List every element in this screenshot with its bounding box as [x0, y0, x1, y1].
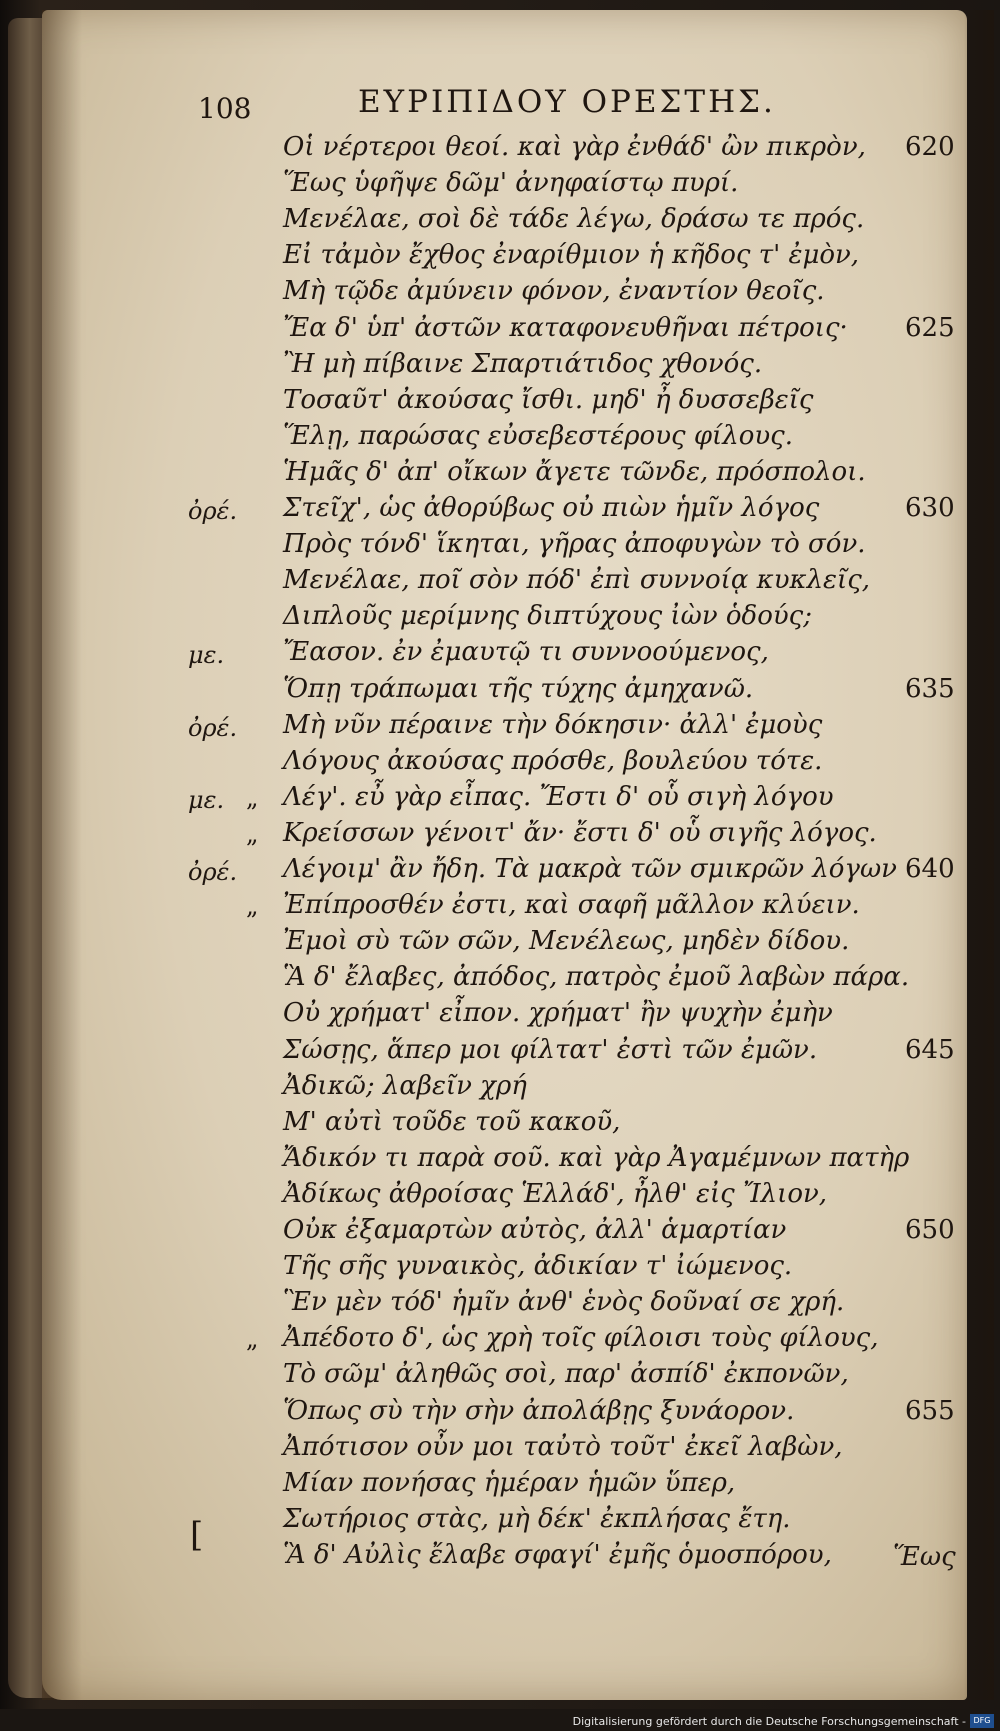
margin-bracket: [: [190, 1515, 204, 1555]
verse-line: [0, 1249, 1000, 1285]
verse-line: [0, 708, 1000, 744]
verse-line: [0, 1069, 1000, 1105]
speaker-label: ὀρέ.: [188, 713, 238, 742]
verse-text: Ὅπῃ τράπωμαι τῆς τύχης ἀμηχανῶ.: [283, 673, 754, 704]
verse-text: Οὐκ ἐξαμαρτὼν αὐτὸς, ἀλλ' ἁμαρτίαν: [283, 1215, 787, 1245]
verse-text: Σώσῃς, ἅπερ μοι φίλτατ' ἐστὶ τῶν ἐμῶν.: [283, 1034, 818, 1065]
line-number: 625: [905, 312, 955, 343]
verse-line: [0, 491, 1000, 527]
verse-line: [0, 1213, 1000, 1249]
verse-line: [0, 852, 1000, 888]
verse-text: Ἡμᾶς δ' ἀπ' οἴκων ἄγετε τῶνδε, πρόσπολοι.: [283, 456, 866, 487]
verse-text: Ἀπότισον οὖν μοι ταὐτὸ τοῦτ' ἐκεῖ λαβὼν,: [283, 1431, 843, 1462]
verse-text: Ἀπέδοτο δ', ὡς χρὴ τοῖς φίλοισι τοὺς φίλους,: [283, 1323, 879, 1354]
verse-text: Ἄδικόν τι παρὰ σοῦ. καὶ γὰρ Ἀγαμέμνων πατὴρ: [283, 1142, 910, 1173]
footer-credit: Digitalisierung gefördert durch die Deutsche Forschungsgemeinschaft -: [572, 1715, 966, 1728]
line-number: 645: [905, 1034, 955, 1065]
verse-line: [0, 960, 1000, 996]
verse-line: [0, 238, 1000, 274]
catchword: Ἕως: [893, 1542, 956, 1572]
speaker-label: με.: [188, 785, 225, 814]
verse-text: Οὐ χρήματ' εἶπον. χρήματ' ἢν ψυχὴν ἐμὴν: [283, 998, 833, 1029]
verse-text: Διπλοῦς μερίμνης διπτύχους ἰὼν ὁδούς;: [283, 601, 812, 632]
verse-text: Σωτήριος στὰς, μὴ δέκ' ἐκπλήσας ἔτη.: [283, 1503, 791, 1534]
verse-text: Μενέλαε, ποῖ σὸν πόδ' ἐπὶ συννοίᾳ κυκλεῖς,: [283, 565, 871, 596]
verse-text: Μὴ τῷδε ἀμύνειν φόνον, ἐναντίον θεοῖς.: [283, 276, 825, 307]
verse-text: Οἱ νέρτεροι θεοί. καὶ γὰρ ἐνθάδ' ὢν πικρὸν,: [283, 132, 866, 162]
verse-text: Ἐμοὶ σὺ τῶν σῶν, Μενέλεως, μηδὲν δίδου.: [283, 926, 850, 957]
verse-line: [0, 1394, 1000, 1430]
verse-text: Ἀδικῶ; λαβεῖν χρή: [283, 1070, 527, 1101]
verse-line: [0, 274, 1000, 310]
verse-text: Ἃ δ' ἔλαβες, ἀπόδος, πατρὸς ἐμοῦ λαβὼν πάρα.: [283, 962, 910, 993]
verse-line: [0, 635, 1000, 671]
verse-text: Τὸ σῶμ' ἀληθῶς σοὶ, παρ' ἀσπίδ' ἐκπονῶν,: [283, 1359, 849, 1390]
verse-line: [0, 924, 1000, 960]
verse-line: [0, 130, 1000, 166]
speaker-label: ὀρέ.: [188, 858, 238, 886]
verse-text: Ὅπως σὺ τὴν σὴν ἀπολάβῃς ξυνάορον.: [283, 1395, 795, 1426]
verse-text: Μὴ νῦν πέραινε τὴν δόκησιν· ἀλλ' ἐμοὺς: [283, 709, 823, 740]
verse-line: [0, 455, 1000, 491]
verse-text: Στεῖχ', ὡς ἀθορύβως οὐ πιὼν ἡμῖν λόγος: [283, 493, 820, 523]
verse-text: Ἕως ὑφῆψε δῶμ' ἀνηφαίστῳ πυρί.: [283, 168, 739, 199]
verse-line: [0, 1285, 1000, 1321]
verse-text: Ἓν μὲν τόδ' ἡμῖν ἀνθ' ἑνὸς δοῦναί σε χρή.: [283, 1287, 845, 1318]
verse-line: [0, 1033, 1000, 1069]
verse-text: Τοσαῦτ' ἀκούσας ἴσθι. μηδ' ἦ δυσσεβεῖς: [283, 384, 814, 415]
line-number: 620: [905, 132, 955, 162]
verse-text: Λέγ'. εὖ γὰρ εἶπας. Ἔστι δ' οὗ σιγὴ λόγου: [283, 781, 834, 812]
verse-text: Μενέλαε, σοὶ δὲ τάδε λέγω, δράσω τε πρός.: [283, 204, 865, 235]
verse-line: [0, 599, 1000, 635]
verse-line: [0, 311, 1000, 347]
line-number: 635: [905, 673, 955, 704]
verse-text: Κρείσσων γένοιτ' ἄν· ἔστι δ' οὗ σιγῆς λόγος.: [283, 817, 877, 848]
gnomic-mark: „: [246, 892, 259, 921]
verse-text: Λόγους ἀκούσας πρόσθε, βουλεύου τότε.: [283, 745, 823, 776]
verse-text: Ἔα δ' ὑπ' ἀστῶν καταφονευθῆναι πέτροις·: [283, 312, 848, 343]
verse-line: [0, 780, 1000, 816]
verse-line: [0, 1105, 1000, 1141]
verse-line: [0, 1466, 1000, 1502]
line-number: 655: [905, 1395, 955, 1426]
dfg-logo: DFG: [970, 1714, 994, 1728]
verse-text: Μ' αὐτὶ τοῦδε τοῦ κακοῦ,: [283, 1106, 621, 1137]
speaker-label: με.: [188, 641, 225, 670]
verse-text: Ἕλῃ, παρώσας εὐσεβεστέρους φίλους.: [283, 420, 794, 451]
verse-line: [0, 202, 1000, 238]
verse-text: Ἀδίκως ἀθροίσας Ἑλλάδ', ἦλθ' εἰς Ἴλιον,: [283, 1178, 828, 1209]
gnomic-mark: „: [246, 783, 259, 812]
verse-text: Ἐπίπροσθέν ἐστι, καὶ σαφῆ μᾶλλον κλύειν.: [283, 890, 860, 921]
verse-line: [0, 527, 1000, 563]
verse-line: [0, 816, 1000, 852]
digitization-footer: [0, 1709, 1000, 1731]
line-number: 630: [905, 493, 955, 523]
verse-line: [0, 996, 1000, 1032]
verse-text: Μίαν πονήσας ἡμέραν ἡμῶν ὕπερ,: [283, 1467, 736, 1498]
verse-text: Τῆς σῆς γυναικὸς, ἀδικίαν τ' ἰώμενος.: [283, 1251, 793, 1282]
verse-line: [0, 1177, 1000, 1213]
line-number: 640: [905, 854, 955, 884]
line-number: 650: [905, 1215, 955, 1245]
verse-line: [0, 1502, 1000, 1538]
verse-line: [0, 1538, 1000, 1574]
verse-line: [0, 672, 1000, 708]
page-number: 108: [198, 92, 252, 125]
verse-line: [0, 419, 1000, 455]
verse-line: [0, 744, 1000, 780]
verse-text: Ἃ δ' Αὐλὶς ἔλαβε σφαγί' ἐμῆς ὁμοσπόρου,: [283, 1539, 832, 1570]
verse-line: [0, 1141, 1000, 1177]
verse-line: [0, 383, 1000, 419]
verse-text: Λέγοιμ' ἂν ἤδη. Τὰ μακρὰ τῶν σμικρῶν λόγων: [283, 854, 897, 884]
verse-line: [0, 1321, 1000, 1357]
verse-line: [0, 1430, 1000, 1466]
verse-line: [0, 166, 1000, 202]
verse-line: [0, 347, 1000, 383]
gnomic-mark: „: [246, 1325, 259, 1354]
speaker-label: ὀρέ.: [188, 497, 238, 525]
verse-text: Ἔασον. ἐν ἐμαυτῷ τι συννοούμενος,: [283, 637, 769, 668]
verse-line: [0, 888, 1000, 924]
running-title: ΕΥΡΙΠΙΔΟΥ ΟΡΕΣΤΗΣ.: [358, 84, 776, 120]
verse-text: Ἢ μὴ πίβαινε Σπαρτιάτιδος χθονός.: [283, 348, 763, 379]
verse-text: Πρὸς τόνδ' ἵκηται, γῆρας ἀποφυγὼν τὸ σόν.: [283, 529, 866, 560]
gnomic-mark: „: [246, 819, 259, 848]
verse-line: [0, 563, 1000, 599]
verse-text: Εἰ τἀμὸν ἔχθος ἐναρίθμιον ἡ κῆδος τ' ἐμὸν,: [283, 240, 860, 271]
verse-line: [0, 1357, 1000, 1393]
